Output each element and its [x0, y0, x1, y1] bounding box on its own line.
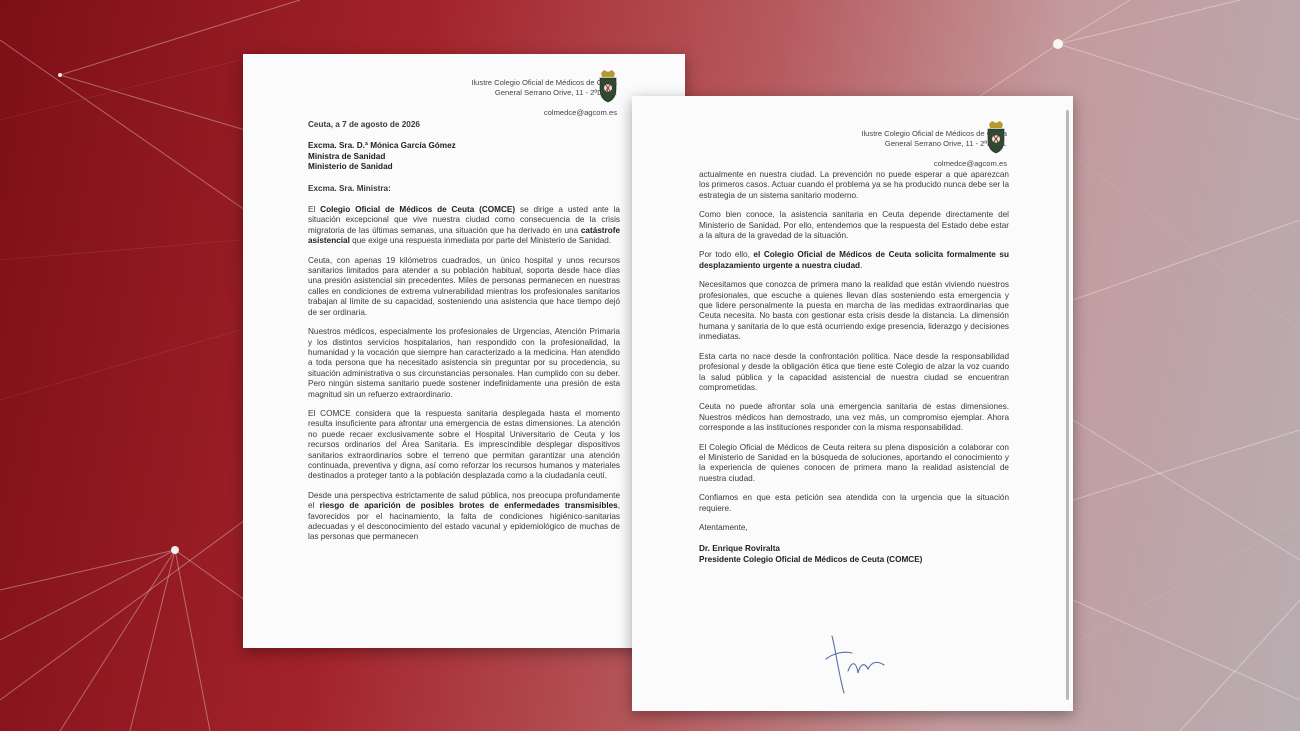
paragraph-10: El Colegio Oficial de Médicos de Ceuta reitera su plena disposición a colaborar con el Ministerio de Sanidad en la búsqueda de soluciones, aportando el conocimiento y la experiencia de quienes conocen de primera mano la realidad asistencial de nuestra ciudad. [699, 442, 1009, 483]
paragraph-9: Ceuta no puede afrontar sola una emergencia sanitaria de estas dimensiones. Nuestros médicos han demostrado, una vez más, un compromiso ejemplar. Ahora corresponde a las instituciones responder con la misma responsabilidad. [699, 402, 1009, 433]
letter-date: Ceuta, a 7 de agosto de 2026 [308, 120, 420, 129]
letterhead-address: General Serrano Orive, 11 - 2ºDcha. [494, 88, 617, 97]
signer-name: Dr. Enrique Roviralta [699, 544, 780, 554]
paragraph-request: Por todo ello, el Colegio Oficial de Médicos de Ceuta solicita formalmente su desplazamiento urgente a nuestra ciudad. [699, 250, 1009, 270]
closing: Atentamente, [699, 522, 748, 532]
recipient-block [308, 141, 620, 172]
letterhead-address: General Serrano Orive, 11 - 2ºDcha. [884, 139, 1007, 148]
letterhead-email: colmedce@agcom.es [933, 159, 1007, 168]
paragraph-8: Esta carta no nace desde la confrontación política. Nace desde la responsabilidad profesional y desde la obligación ética que tiene este Colegio de alzar la voz cuando la salud pública y la capacidad asistencial de nuestra ciudad se encuentran comprometidas. [699, 351, 1009, 392]
page-scrollbar[interactable] [1066, 110, 1069, 700]
letter-body-page-1 [308, 120, 620, 552]
letterhead-org: Ilustre Colegio Oficial de Médicos de Ceuta [861, 129, 1007, 138]
paragraph-2: Ceuta, con apenas 19 kilómetros cuadrados, un único hospital y unos recursos sanitarios limitados para atender a su población habitual, soporta desde hace días una presión asistencial sin precedentes. Miles de personas permanecen en nuestras calles en condiciones de extrema vulnerabilidad mientras los profesionales sanitarios trabajan al límite de su capacidad, sosteniendo una asistencia que hace tiempo dejó de ser ordinaria. [308, 255, 620, 317]
paragraph-continued: actualmente en nuestra ciudad. La prevención no puede esperar a que aparezcan los primeros casos. Actuar cuando el problema ya se ha producido nunca debe ser la estrategia de un sistema sanitario moderno. [699, 170, 1009, 200]
signer-title: Presidente Colegio Oficial de Médicos de Ceuta (COMCE) [699, 554, 923, 564]
paragraph-5: Desde una perspectiva estrictamente de salud pública, nos preocupa profundamente el riesgo de aparición de posibles brotes de enfermedades transmisibles, favorecidos por el hacinamiento, la falta de condiciones higiénico-sanitarias adecuadas y el desconocimiento del estado vacunal y epidemiológico de muchas de las personas que permanecen [308, 490, 621, 542]
letterhead-email: colmedce@agcom.es [543, 108, 617, 117]
letter-body-page-2 [699, 170, 1009, 565]
paragraph-6: Como bien conoce, la asistencia sanitaria en Ceuta depende directamente del Ministerio de Sanidad. Por ello, entendemos que la respuesta del Estado debe estar a la altura de la gravedad de la situación. [699, 210, 1009, 241]
recipient-title: Ministra de Sanidad [308, 151, 386, 161]
paragraph-1: El Colegio Oficial de Médicos de Ceuta (COMCE) se dirige a usted ante la situación excepcional que vive nuestra ciudad como consecuencia de la crisis migratoria de las últimas semanas, una situación que ha derivado en una catástrofe asistencial que exige una respuesta inmediata por parte del Ministerio de Sanidad. [308, 205, 620, 246]
paragraph-3: Nuestros médicos, especialmente los profesionales de Urgencias, Atención Primaria y los distintos servicios hospitalarios, han respondido con la profesionalidad, la humanidad y la vocación que siempre han caracterizado a la medicina. Han atendido a toda persona que ha necesitado asistencia sin preguntar por su procedencia, su situación administrativa o sus circunstancias personales. Han cumplido con su deber. Pero ningún sistema sanitario puede sostener indefinidamente una presión de esta magnitud sin un refuerzo extraordinario. [308, 327, 620, 399]
recipient-name: Excma. Sra. D.ª Mónica García Gómez [308, 141, 456, 151]
letter-page-1 [243, 54, 685, 648]
paragraph-4: El COMCE considera que la respuesta sanitaria desplegada hasta el momento resulta insuficiente para afrontar una emergencia de estas dimensiones. La atención no puede recaer exclusivamente sobre el Hospital Universitario de Ceuta y los recursos ordinarios del Área Sanitaria. Es imprescindible desplegar dispositivos sanitarios extraordinarios sobre el terreno que permitan garantizar una atención continuada, preventiva y digna, así como reforzar los recursos humanos y materiales destinados a proteger tanto a la población desplazada como a la ciudadanía ceutí. [308, 408, 620, 481]
salutation: Excma. Sra. Ministra: [308, 183, 391, 193]
handwritten-signature [822, 631, 902, 701]
paragraph-7: Necesitamos que conozca de primera mano la realidad que están viviendo nuestros profesionales, que escuche a quienes llevan días sosteniendo esta emergencia y que lidere personalmente la puesta en marcha de las medidas extraordinarias que Ceuta necesita. No basta con gestionar esta crisis desde la distancia. La dimensión humana y sanitaria de lo que está ocurriendo exige presencia, liderazgo y decisiones inmediatas. [699, 280, 1009, 342]
letter-page-2 [632, 96, 1073, 711]
letterhead-org: Ilustre Colegio Oficial de Médicos de Ceuta [471, 78, 617, 87]
paragraph-11: Confiamos en que esta petición sea atendida con la urgencia que la situación requiere. [699, 493, 1009, 513]
recipient-ministry: Ministerio de Sanidad [308, 162, 393, 172]
letterhead [471, 78, 617, 118]
letterhead [861, 129, 1007, 169]
